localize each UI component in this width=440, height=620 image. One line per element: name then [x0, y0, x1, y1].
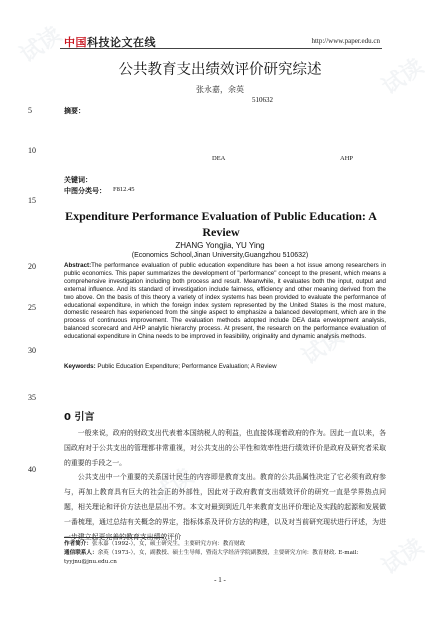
- keywords-label-en: Keywords:: [64, 363, 96, 370]
- footnote-intro-text: 张永嘉（1992-），女，硕士研究生，主要研究方向：教育财政: [91, 541, 246, 547]
- clc-value: F812.45: [113, 186, 135, 193]
- clc-label: 中图分类号：: [64, 187, 106, 195]
- watermark: 试读: [377, 534, 429, 581]
- abstract-en: [64, 262, 386, 341]
- line-number: 5: [28, 106, 32, 115]
- paper-title-en: Expenditure Performance Evaluation of Public Education: A Review: [65, 209, 377, 239]
- line-number: 35: [28, 393, 36, 402]
- abstract-label-en: Abstract:: [64, 262, 92, 269]
- page-number: - 1 -: [214, 576, 226, 584]
- header-divider: [60, 48, 382, 49]
- watermark: 试读: [297, 324, 349, 371]
- postcode-cn: 510632: [252, 96, 273, 104]
- line-number: 30: [28, 346, 36, 355]
- line-number: 25: [28, 303, 36, 312]
- footnote-intro-label: 作者简介：: [64, 541, 92, 547]
- line-number: 15: [28, 196, 36, 205]
- keywords-en: [64, 363, 386, 370]
- abstract-text-en: The performance evaluation of public education expenditure has been a hot issue among researchers in public economics. This paper summarizes the development of "performance" concept to the present, which means a comprehensive investigation including both process and result. Meanwhile, it evaluates both the input, output and external influence. And its standard of investigation include fairness, efficiency and other meaning derived from the two above. On the basis of this theory a variety of index systems has been provided to evaluate the performance of educational expenditure, in which the foreign index system represented by the United States is the most mature, domestic research has experienced from the single aspect to emphasize a balanced development, which are in the process of continuous improvement. The evaluation methods adopted include DEA data envelopment analysis, balanced scorecard and AHP analytic hierarchy process. At present, the research on the performance evaluation of educational expenditure in China needs to be improved in feasibility, originality and dynamic analysis methods.: [64, 262, 386, 341]
- authors-en: ZHANG Yongjia, YU Ying: [175, 241, 265, 250]
- logo-text-a: 中国: [64, 36, 87, 49]
- affiliation-en: (Economics School,Jinan University,Guangzhou 510632): [131, 252, 309, 259]
- logo-text-b: 科技论文在线: [87, 36, 156, 49]
- keywords-text-en: Public Education Expenditure; Performance Evaluation; A Review: [97, 363, 277, 370]
- watermark: 试读: [15, 22, 67, 69]
- footnote-contact-text: 余英（1973-），女，副教授、硕士生导师，暨南大学经济学院副教授，主要研究方向：教育财政. E-mail: tyyjnu@jnu.edu.cn: [64, 550, 359, 565]
- paper-title-cn: 公共教育支出绩效评价研究综述: [118, 62, 322, 78]
- footnote-contact-label: 通信联系人：: [64, 550, 98, 556]
- footnotes: [64, 540, 386, 567]
- footnote-author-intro: [64, 540, 386, 549]
- abstract-label-cn: 摘要：: [64, 107, 85, 115]
- site-url[interactable]: http://www.paper.edu.cn: [311, 37, 380, 45]
- footnote-divider: [64, 537, 164, 538]
- section-heading-intro: 0 引言: [64, 412, 95, 423]
- footnote-contact: [64, 549, 386, 567]
- keyword-dea: DEA: [212, 155, 226, 162]
- keyword-ahp: AHP: [340, 155, 354, 162]
- line-number: 10: [28, 146, 36, 155]
- keywords-label-cn: 关键词：: [64, 176, 92, 184]
- authors-cn: 张永嘉，余英: [196, 85, 244, 94]
- watermark: 试读: [147, 464, 199, 511]
- intro-paragraph-2: 公共支出中一个重要的关系国计民生的内容即是教育支出。教育的公共品属性决定了它必须有政府参与，再加上教育具有巨大的社会正的外部性，因此对于政府教育支出绩效评价的研究一直是学界热点问题，相关理论和评价方法也是层出不穷。本文对最到到近几年来教育支出评价理论及实践的起源和发展做一番梳理，通过总结有关概念的界定，指标体系及评价方法的构建，以及对当前研究现状进行评述，为进一步建立起更完善的教育支出绩效评价: [64, 473, 386, 541]
- intro-paragraph-1: 一般来说，政府的财政支出代表着本国纳税人的利益，也直接体现着政府的作为。因此一直以来，各国政府对于公共支出的管理都非常重视，对公共支出的公平性和效率性进行绩效评价是政府及研究者采取的重要的手段之一。: [64, 429, 386, 467]
- line-number: 20: [28, 262, 36, 271]
- line-number: 40: [28, 465, 36, 474]
- watermark: 试读: [377, 54, 429, 101]
